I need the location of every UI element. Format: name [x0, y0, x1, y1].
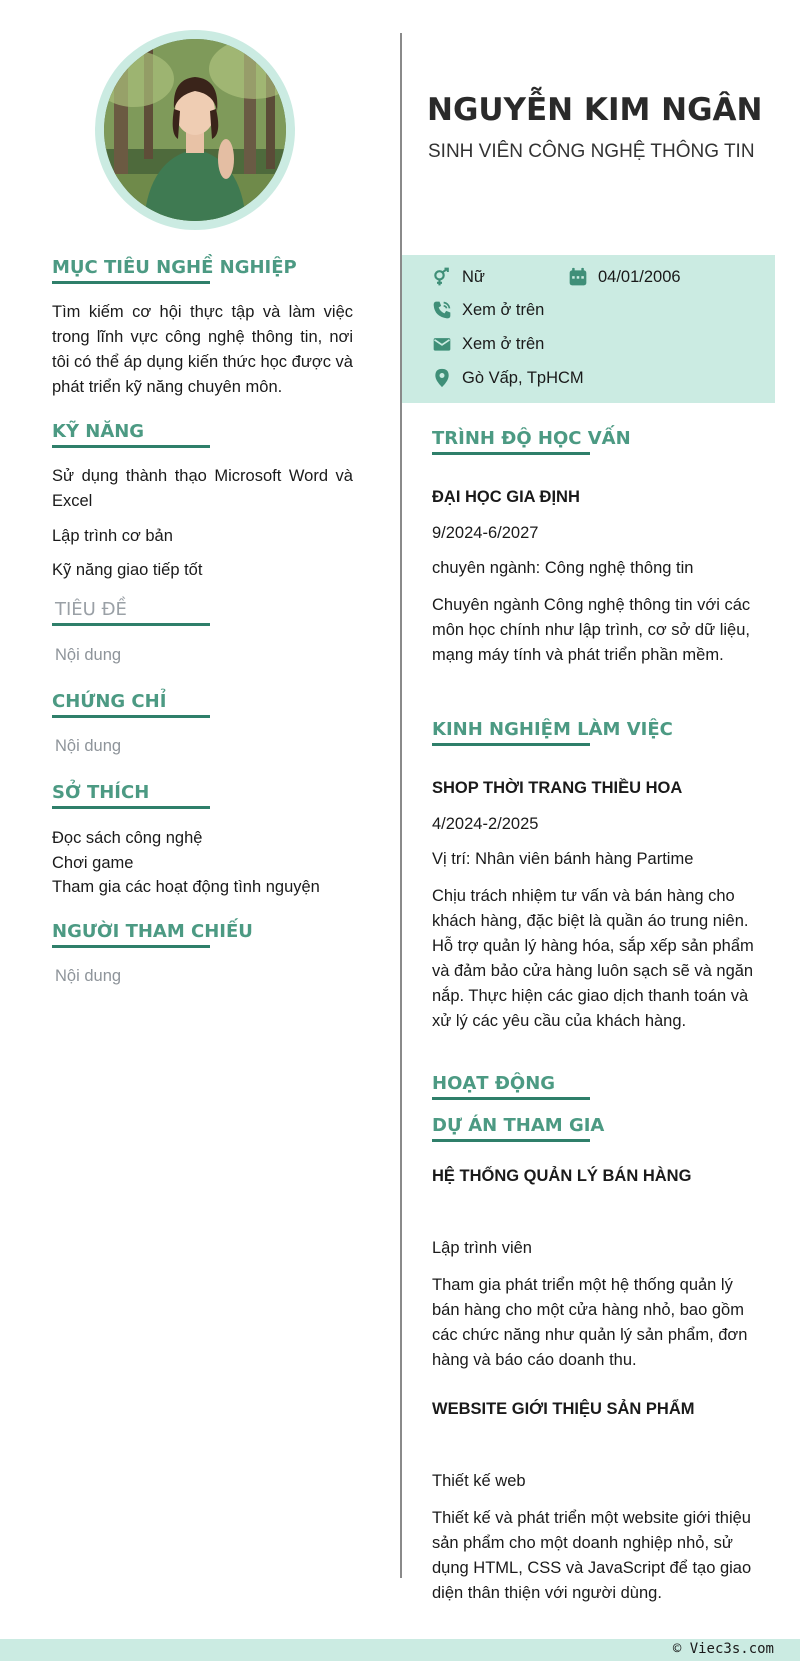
- skill-item: Kỹ năng giao tiếp tốt: [52, 561, 203, 579]
- gender-icon: [432, 267, 452, 287]
- project-role: Lập trình viên: [432, 1239, 532, 1257]
- hobby-item: Đọc sách công nghệ: [52, 829, 203, 847]
- education-title: TRÌNH ĐỘ HỌC VẤN: [432, 428, 631, 449]
- reference-title: NGƯỜI THAM CHIẾU: [52, 921, 253, 942]
- project-description: Tham gia phát triển một hệ thống quản lý bán hàng cho một cửa hàng nhỏ, bao gồm các chức năng như quản lý sản phẩm, đơn hàng và báo cáo doanh thu.: [432, 1276, 748, 1369]
- experience-description: Chịu trách nhiệm tư vấn và bán hàng cho khách hàng, đặc biệt là quần áo trung niên. Hỗ trợ quản lý hàng hóa, sắp xếp sản phẩm và đảm bảo cửa hàng luôn sạch sẽ và ngăn nắp. Thực hiện các giao dịch thanh toán và xử lý các yêu cầu của khách hàng.: [432, 887, 754, 1030]
- company-name: SHOP THỜI TRANG THIỀU HOA: [432, 779, 683, 797]
- profile-name: NGUYỄN KIM NGÂN: [427, 92, 763, 128]
- cert-content[interactable]: Nội dung: [55, 737, 122, 755]
- project-name: WEBSITE GIỚI THIỆU SẢN PHẨM: [432, 1400, 695, 1418]
- reference-content[interactable]: Nội dung: [55, 967, 122, 985]
- location-icon: [432, 368, 452, 388]
- section-rule: [52, 945, 210, 948]
- section-rule: [432, 743, 590, 746]
- gender-value: Nữ: [462, 267, 485, 286]
- birthday-value: 04/01/2006: [598, 267, 681, 286]
- footer-credit[interactable]: © Viec3s.com: [672, 1641, 774, 1657]
- avatar: [104, 39, 286, 221]
- section-rule: [432, 452, 590, 455]
- cert-title: CHỨNG CHỈ: [52, 691, 167, 712]
- hobby-item: Tham gia các hoạt động tình nguyện: [52, 878, 320, 896]
- contact-address: [432, 368, 584, 388]
- calendar-icon: [568, 267, 588, 287]
- skills-section: [52, 421, 210, 448]
- skill-item: Sử dụng thành thạo Microsoft Word và Excel: [52, 467, 353, 510]
- section-rule: [52, 623, 210, 626]
- section-rule: [432, 1097, 590, 1100]
- section-rule: [432, 1139, 590, 1142]
- education-section: [432, 428, 631, 455]
- objective-section: [52, 257, 297, 284]
- objective-title: MỤC TIÊU NGHỀ NGHIỆP: [52, 257, 297, 278]
- contact-panel: [402, 255, 775, 403]
- phone-value[interactable]: Xem ở trên: [462, 300, 545, 319]
- footer-bar: [0, 1639, 800, 1661]
- section-rule: [52, 445, 210, 448]
- education-description: Chuyên ngành Công nghệ thông tin với các môn học chính như lập trình, cơ sở dữ liệu, mạng máy tính và phát triển phần mềm.: [432, 596, 751, 664]
- section-rule: [52, 715, 210, 718]
- email-value[interactable]: Xem ở trên: [462, 334, 545, 353]
- experience-section: [432, 719, 673, 746]
- objective-text: Tìm kiếm cơ hội thực tập và làm việc trong lĩnh vực công nghệ thông tin, nơi tôi có thể áp dụng kiến thức học được và phát triển kỹ năng chuyên môn.: [52, 303, 353, 396]
- skills-title: KỸ NĂNG: [52, 421, 145, 442]
- hobby-title: SỞ THÍCH: [52, 782, 150, 803]
- project-description: Thiết kế và phát triển một website giới thiệu sản phẩm cho một doanh nghiệp nhỏ, sử dụng HTML, CSS và JavaScript để tạo giao diện thân thiện với người dùng.: [432, 1509, 752, 1602]
- address-value: Gò Vấp, TpHCM: [462, 368, 584, 387]
- experience-title: KINH NGHIỆM LÀM VIỆC: [432, 719, 673, 740]
- hobby-item: Chơi game: [52, 854, 134, 872]
- activities-title: HOẠT ĐỘNG: [432, 1073, 556, 1094]
- projects-section: [432, 1115, 604, 1142]
- education-major: chuyên ngành: Công nghệ thông tin: [432, 559, 694, 577]
- project-role: Thiết kế web: [432, 1472, 526, 1490]
- section-rule: [52, 806, 210, 809]
- activities-section: [432, 1073, 590, 1100]
- contact-gender: [432, 267, 485, 287]
- projects-title: DỰ ÁN THAM GIA: [432, 1115, 605, 1136]
- project-name: HỆ THỐNG QUẢN LÝ BÁN HÀNG: [432, 1167, 692, 1185]
- education-period: 9/2024-6/2027: [432, 524, 539, 542]
- profile-title: SINH VIÊN CÔNG NGHỆ THÔNG TIN: [428, 141, 755, 162]
- school-name: ĐẠI HỌC GIA ĐỊNH: [432, 488, 580, 506]
- email-icon: [432, 334, 452, 354]
- custom-section: [52, 599, 210, 626]
- section-rule: [52, 281, 210, 284]
- custom-content[interactable]: Nội dung: [55, 646, 122, 664]
- contact-phone: [432, 300, 544, 320]
- contact-birthday: [568, 267, 681, 287]
- reference-section: [52, 921, 253, 948]
- contact-email: [432, 334, 544, 354]
- phone-icon: [432, 300, 452, 320]
- experience-position: Vị trí: Nhân viên bánh hàng Partime: [432, 850, 694, 868]
- skill-item: Lập trình cơ bản: [52, 527, 173, 545]
- hobby-section: [52, 782, 210, 809]
- experience-period: 4/2024-2/2025: [432, 815, 539, 833]
- cert-section: [52, 691, 210, 718]
- custom-title[interactable]: TIÊU ĐỀ: [55, 599, 127, 620]
